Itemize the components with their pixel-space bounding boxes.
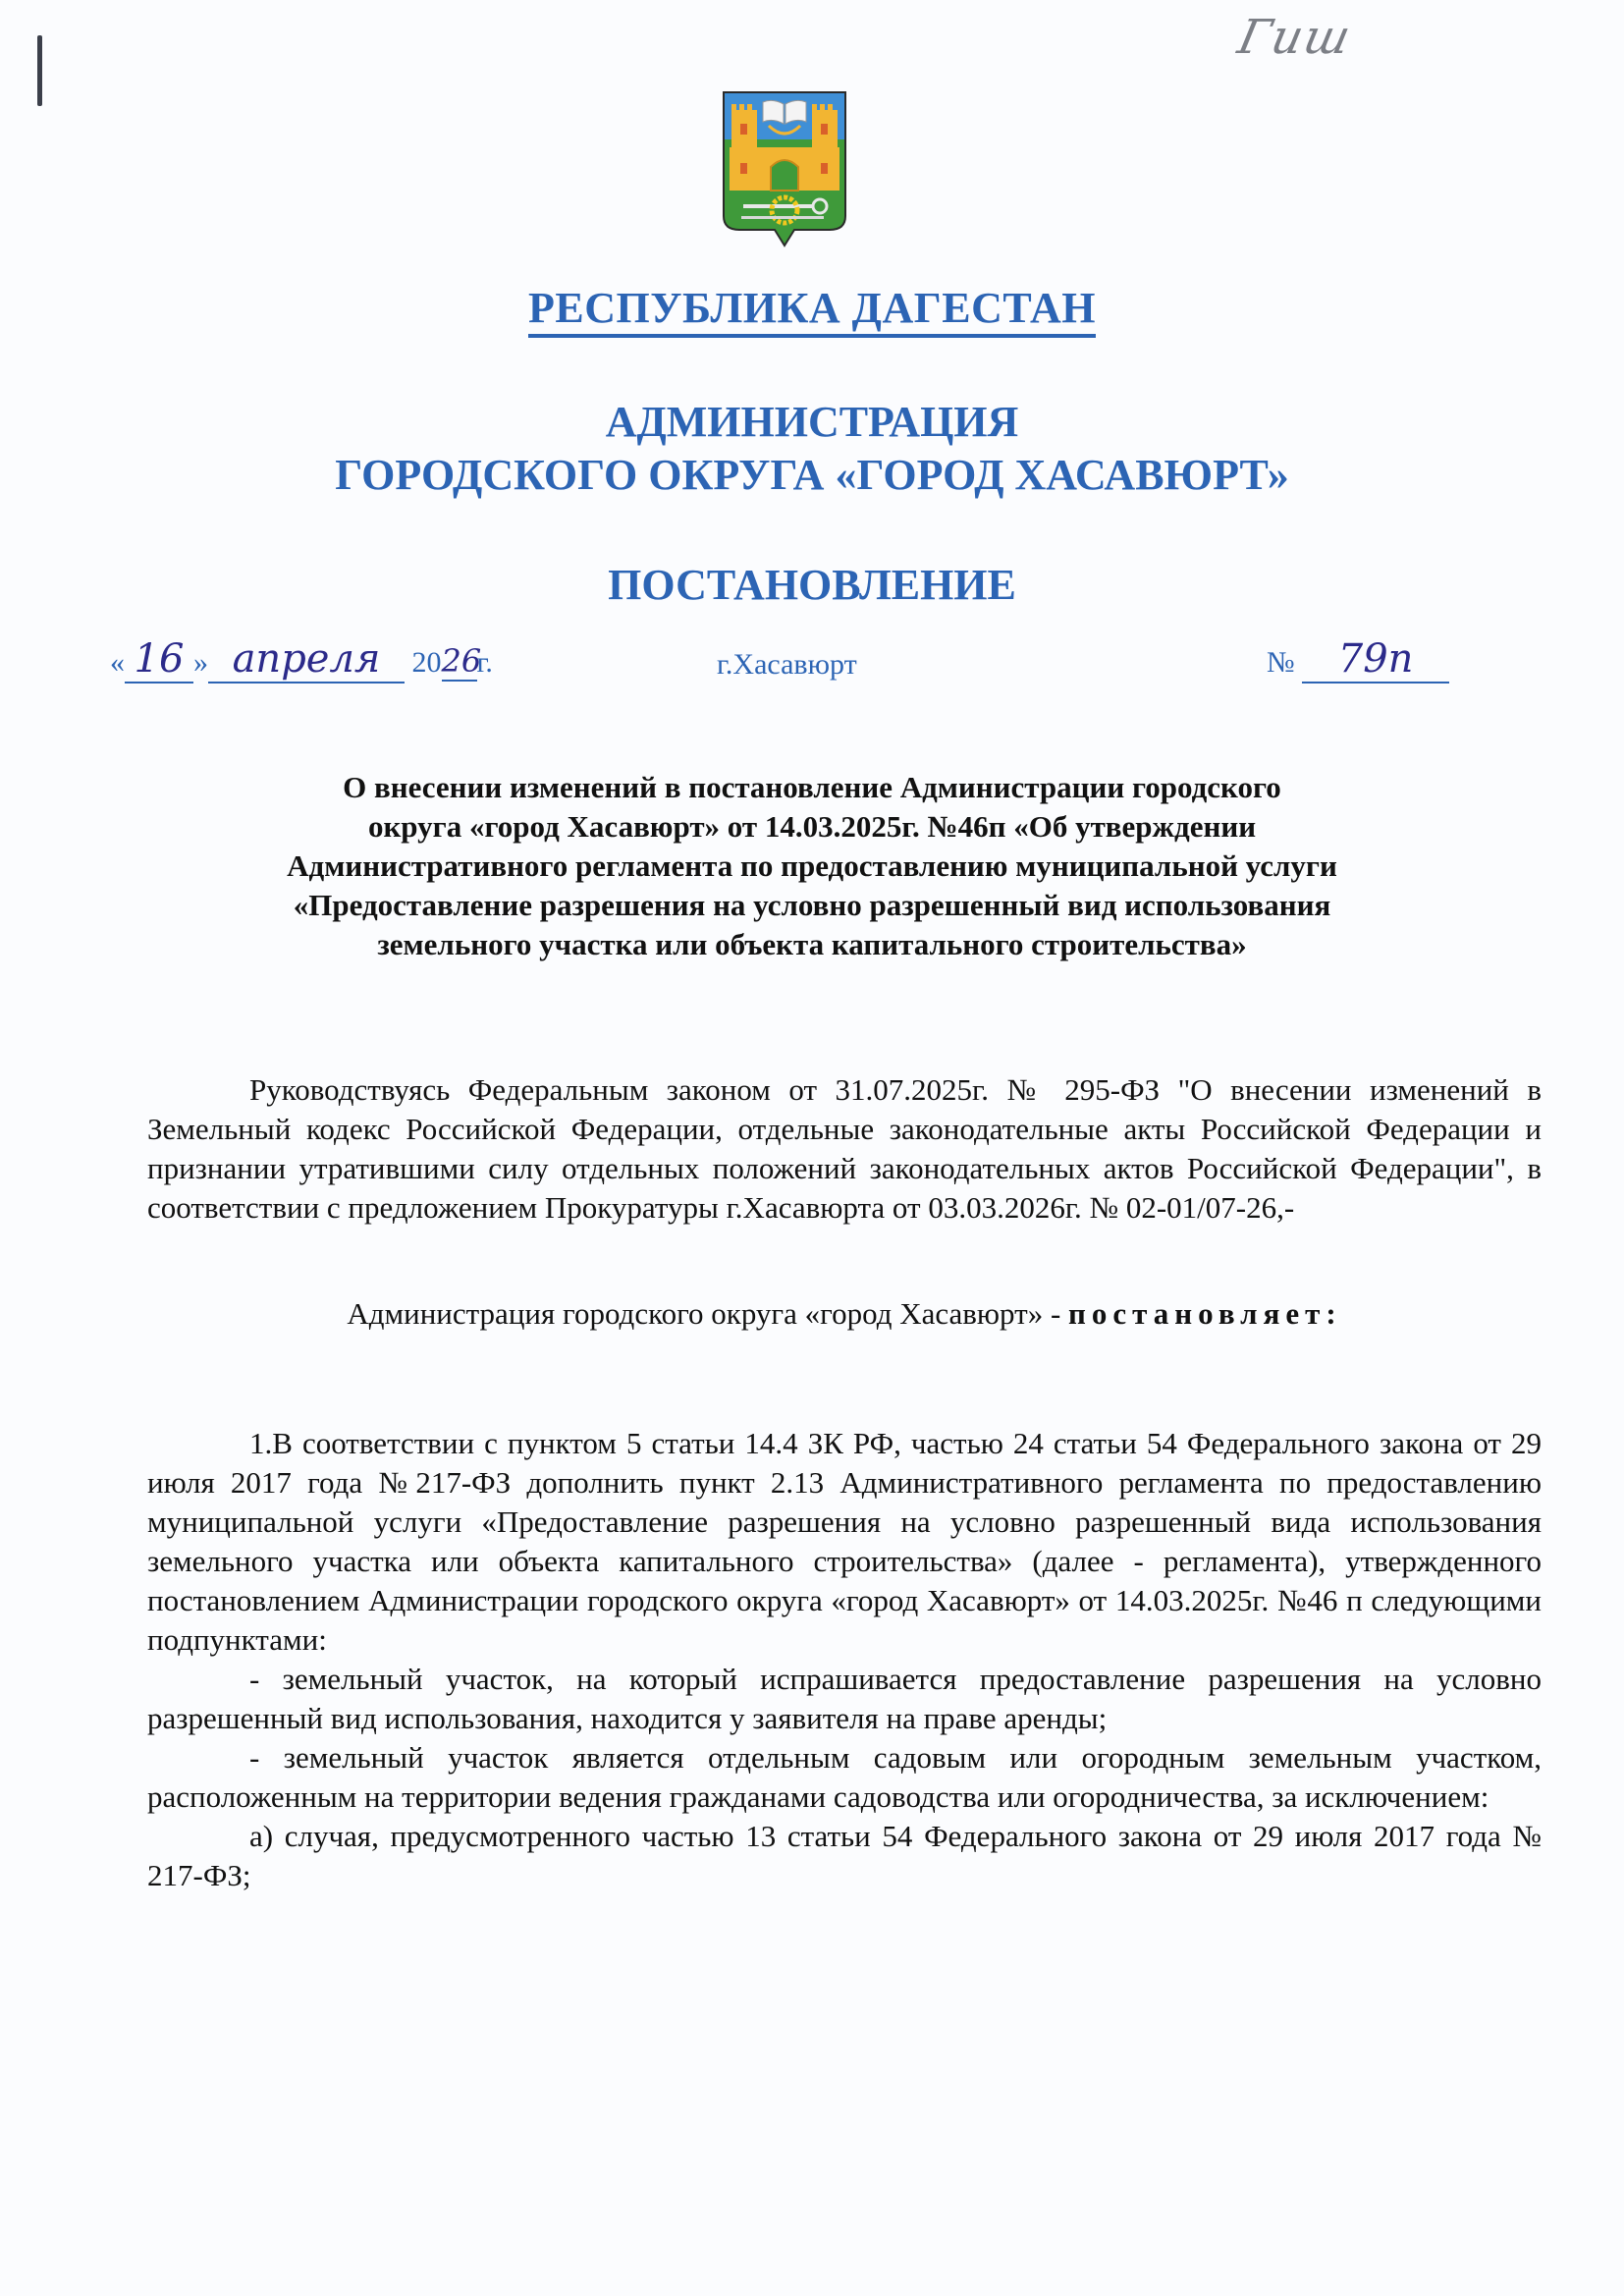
year-suffix: 26 [441, 642, 482, 680]
resolution-statement [147, 1294, 1542, 1334]
operative-section [147, 1424, 1542, 1895]
number-label: № [1267, 646, 1295, 679]
date-month: апреля [208, 636, 405, 683]
administration-subheading: ГОРОДСКОГО ОКРУГА «ГОРОД ХАСАВЮРТ» [335, 451, 1289, 499]
document-type-heading: ПОСТАНОВЛЕНИЕ [608, 561, 1016, 609]
date-day: 16 [125, 636, 193, 683]
resolution-prefix: Администрация городского округа «город Хасавюрт» - [347, 1296, 1069, 1331]
staple-mark [37, 35, 42, 106]
subpoint-paragraph: - земельный участок является отдельным садовым или огородным земельным участком, расположенным на территории ведения гражданами садоводства или огородничества, за исключением: [147, 1740, 1542, 1814]
close-quote: » [193, 646, 208, 679]
resolution-line [147, 1294, 1542, 1334]
administration-heading: АДМИНИСТРАЦИЯ [605, 398, 1019, 446]
operative-paragraph: 1.В соответствии с пунктом 5 статьи 14.4 ЗК РФ, частью 24 статьи 54 Федерального закона от 29 июля 2017 года №217-ФЗ дополнить пункт 2.13 Административного регламента по предоставлению муниципальной услуги «Предоставление разрешения на условно разрешенный вида использования земельного участка или объекта капитального строительства» (далее - регламента), утвержденного постановлением Администрации городского округа «город Хасавюрт» от 14.03.2025г. №46 п следующими подпунктами: [147, 1426, 1542, 1657]
document-subject [147, 768, 1477, 964]
preamble-section [147, 1070, 1542, 1228]
exception-paragraph: а) случая, предусмотренного частью 13 статьи 54 Федерального закона от 29 июля 2017 года № 217-ФЗ; [147, 1819, 1542, 1892]
subpoint-paragraph: - земельный участок, на который испрашивается предоставление разрешения на условно разрешенный вид использования, находится у заявителя на праве аренды; [147, 1662, 1542, 1735]
subject-line: О внесении изменений в постановление Администрации городского [343, 770, 1281, 804]
subject-line: «Предоставление разрешения на условно разрешенный вид использования [293, 888, 1331, 922]
year-prefix: 20 [411, 646, 442, 679]
preamble-paragraph: Руководствуясь Федеральным законом от 31.07.2025г. № 295-ФЗ "О внесении изменений в Земельный кодекс Российской Федерации, отдельные законодательные акты Российской Федерации и признании утратившими силу отдельных положений законодательных актов Российской Федерации", в соответствии с предложением Прокуратуры г.Хасавюрта от 03.03.2026г. № 02-01/07-26,- [147, 1072, 1542, 1225]
subject-line: земельного участка или объекта капитального строительства» [377, 927, 1247, 961]
document-city: г.Хасавюрт [717, 648, 857, 681]
coat-of-arms-icon [722, 90, 847, 247]
pencil-annotation: Гиш [1233, 10, 1358, 65]
document-date [110, 636, 493, 683]
resolution-verb: постановляет: [1068, 1296, 1342, 1331]
year-unit: г. [476, 646, 493, 679]
republic-heading: РЕСПУБЛИКА ДАГЕСТАН [0, 283, 1624, 333]
subject-line: округа «город Хасавюрт» от 14.03.2025г. №46п «Об утверждении [367, 809, 1257, 844]
number-value: 79п [1302, 636, 1449, 683]
subject-line: Административного регламента по предоставлению муниципальной услуги [287, 848, 1337, 883]
open-quote: « [110, 646, 125, 679]
document-number [1267, 636, 1449, 683]
